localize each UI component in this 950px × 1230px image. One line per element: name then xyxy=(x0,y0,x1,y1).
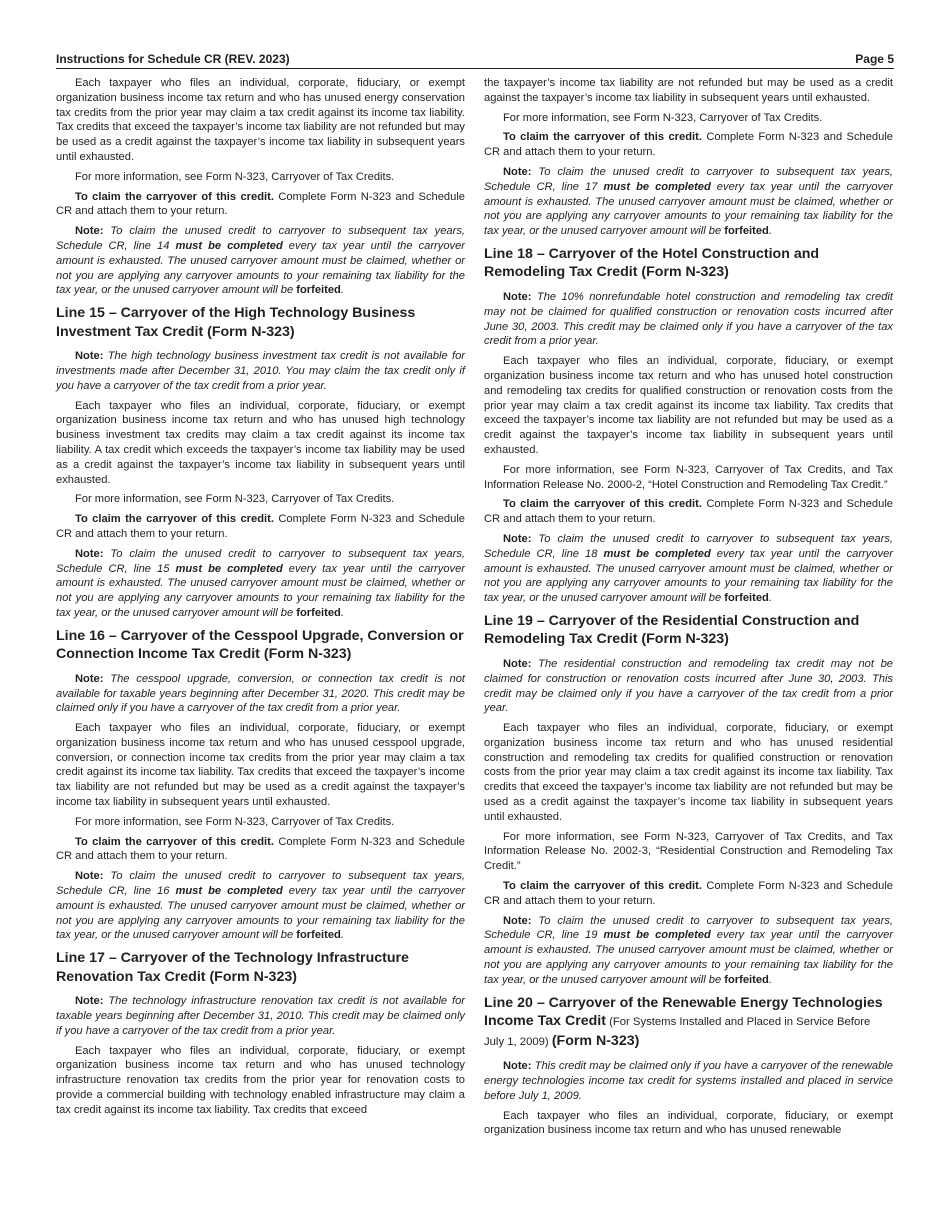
note-text: To claim the unused credit to carryover to subsequent tax years, Schedule CR, line 18 xyxy=(484,532,893,560)
document-title: Instructions for Schedule CR (REV. 2023) xyxy=(56,52,290,66)
note-text: every tax year until the carryover amount is exhausted. The unused carryover amount must be claimed, whether or not you are applying any carryover amounts to your remaining tax liability for the tax year, or the unused carryover amount will be xyxy=(56,239,465,297)
paragraph: For more information, see Form N-323, Carryover of Tax Credits. xyxy=(503,111,823,124)
note-paragraph xyxy=(484,914,893,988)
section-heading-line-15: Line 15 – Carryover of the High Technology Business Investment Tax Credit (Form N-323) xyxy=(56,305,416,340)
paragraph: Each taxpayer who files an individual, corporate, fiduciary, or exempt organization business income tax return and who has unused technology infrastructure renovation tax credits from the prior year for renovation costs to provide a commercial building with technology enabled infrastructure may claim a tax credit against its income tax liability. Tax credits that exceed xyxy=(56,1044,465,1116)
note-text: every tax year until the carryover amount is exhausted. The unused carryover amount must be claimed, whether or not you are applying any carryover amounts to your remaining tax liability for the tax year, or the unused carryover amount will be xyxy=(484,180,893,238)
note-text: To claim the unused credit to carryover to subsequent tax years, Schedule CR, line 15 xyxy=(56,547,465,575)
note-paragraph xyxy=(56,672,465,716)
note-text: To claim the unused credit to carryover to subsequent tax years, Schedule CR, line 19 xyxy=(484,914,893,942)
note-label: Note: xyxy=(503,657,532,670)
note-label: Note: xyxy=(75,547,104,560)
note-emphasis: forfeited xyxy=(296,284,341,297)
paragraph: For more information, see Form N-323, Carryover of Tax Credits, and Tax Information Release No. 2000-2, “Hotel Construction and Remodeling Tax Credit.” xyxy=(484,463,893,491)
claim-lead: To claim the carryover of this credit. xyxy=(503,131,702,144)
section-heading-line-18: Line 18 – Carryover of the Hotel Construction and Remodeling Tax Credit (Form N-323) xyxy=(484,245,820,281)
claim-paragraph xyxy=(484,130,893,160)
section-heading-line-20 xyxy=(484,994,893,1052)
note-paragraph xyxy=(484,657,893,716)
note-emphasis: forfeited xyxy=(724,973,769,986)
note-paragraph xyxy=(484,290,893,349)
paragraph: Each taxpayer who files an individual, corporate, fiduciary, or exempt organization business income tax return and who has unused renewable xyxy=(484,1109,893,1137)
paragraph: For more information, see Form N-323, Carryover of Tax Credits, and Tax Information Release No. 2002-3, “Residential Construction and Remodeling Tax Credit.” xyxy=(484,830,893,873)
claim-lead: To claim the carryover of this credit. xyxy=(503,498,702,511)
note-label: Note: xyxy=(75,995,104,1008)
note-emphasis: must be completed xyxy=(603,180,711,193)
note-emphasis: must be completed xyxy=(603,929,711,942)
note-text: This credit may be claimed only if you have a carryover of the renewable energy technologies income tax credit for systems installed and placed in service before July 1, 2009. xyxy=(484,1060,893,1102)
note-text: . xyxy=(768,225,772,238)
heading-text: Line 20 – Carryover of the Renewable Energy Technologies Income Tax Credit xyxy=(484,994,883,1030)
paragraph: For more information, see Form N-323, Carryover of Tax Credits. xyxy=(75,815,395,828)
claim-paragraph xyxy=(56,512,465,542)
note-text: To claim the unused credit to carryover to subsequent tax years, Schedule CR, line 17 xyxy=(484,165,893,193)
paragraph: Each taxpayer who files an individual, corporate, fiduciary, or exempt organization business income tax return and who has unused residential construction and remodeling tax credits for qualified construction or renovation costs from the prior year may claim a tax credit against its income tax liability. Tax credits that exceed the taxpayer’s income tax liability are not refunded but may be used as a credit against the taxpayer’s income tax liability in subsequent years until exhausted. xyxy=(484,722,893,823)
note-text: every tax year until the carryover amount is exhausted. The unused carryover amount must be claimed, whether or not you are applying any carryover amounts to your remaining tax liability for the tax year, or the unused carryover amount will be xyxy=(56,885,465,942)
note-text: To claim the unused credit to carryover to subsequent tax years, Schedule CR, line 16 xyxy=(56,870,465,898)
right-column xyxy=(484,76,893,1143)
note-text: every tax year until the carryover amount is exhausted. The unused carryover amount must be claimed, whether or not you are applying any carryover amounts to your remaining tax liability for the tax year, or the unused carryover amount will be xyxy=(484,547,893,605)
claim-lead: To claim the carryover of this credit. xyxy=(75,190,274,203)
claim-paragraph xyxy=(56,835,465,865)
note-paragraph xyxy=(56,349,465,393)
note-paragraph xyxy=(56,224,465,298)
heading-text: (Form N-323) xyxy=(551,1032,640,1049)
note-text: . xyxy=(340,929,344,942)
note-text: every tax year until the carryover amount is exhausted. The unused carryover amount must be claimed, whether or not you are applying any carryover amounts to your remaining tax liability for the tax year, or the unused carryover amount will be xyxy=(56,562,465,619)
claim-text: Complete Form N-323 and Schedule CR and attach them to your return. xyxy=(56,190,465,218)
paragraph-continued: the taxpayer’s income tax liability are not refunded but may be used as a credit against the taxpayer’s income tax liability in subsequent years until exhausted. xyxy=(484,77,893,104)
note-text: To claim the unused credit to carryover to subsequent tax years, Schedule CR, line 14 xyxy=(56,225,465,252)
page-number: Page 5 xyxy=(855,52,894,66)
claim-text: Complete Form N-323 and Schedule CR and attach them to your return. xyxy=(484,498,893,526)
paragraph: Each taxpayer who files an individual, corporate, fiduciary, or exempt organization business income tax return and who has unused energy conservation tax credits from the prior year may claim a tax credit against its income tax liability. Tax credits that exceed the taxpayer’s income tax liability are not refunded but may be used as a credit against the taxpayer’s income tax liability in subsequent years until exhausted. xyxy=(56,77,465,163)
note-label: Note: xyxy=(503,532,532,545)
note-label: Note: xyxy=(75,672,104,685)
claim-lead: To claim the carryover of this credit. xyxy=(503,880,702,893)
claim-lead: To claim the carryover of this credit. xyxy=(75,513,274,526)
note-text: The residential construction and remodeling tax credit may not be claimed for construction or renovation costs incurred after June 30, 2003. This credit may be claimed only if you have a carryover of the tax credit from a prior year. xyxy=(484,657,893,715)
note-emphasis: forfeited xyxy=(724,225,769,238)
note-text: . xyxy=(768,973,772,986)
note-paragraph xyxy=(56,869,465,943)
note-label: Note: xyxy=(75,225,104,238)
paragraph: Each taxpayer who files an individual, corporate, fiduciary, or exempt organization business income tax return and who has unused hotel construction and remodeling tax credits for qualified construction or renovation costs from the prior year may claim a tax credit against its income tax liability. Tax credits that exceed the taxpayer’s income tax liability are not refunded but may be used as a credit against the taxpayer’s income tax liability in subsequent years until exhausted. xyxy=(484,355,893,456)
note-emphasis: forfeited xyxy=(724,592,769,605)
note-paragraph xyxy=(484,1059,893,1103)
claim-text: Complete Form N-323 and Schedule CR and attach them to your return. xyxy=(56,513,465,540)
note-label: Note: xyxy=(503,290,532,303)
note-text: The cesspool upgrade, conversion, or connection tax credit is not available for taxable years beginning after December 31, 2020. This credit may be claimed only if you have a carryover of the tax credit from a prior year. xyxy=(56,672,465,715)
note-text: The 10% nonrefundable hotel construction and remodeling tax credit may not be claimed for qualified construction or renovation costs incurred after June 30, 2003. This credit may be claimed only if you have a carryover of the tax credit from a prior year. xyxy=(484,290,893,348)
claim-lead: To claim the carryover of this credit. xyxy=(75,835,274,848)
note-label: Note: xyxy=(75,870,104,883)
claim-text: Complete Form N-323 and Schedule CR and attach them to your return. xyxy=(484,131,893,159)
note-text: . xyxy=(340,284,344,297)
note-emphasis: must be completed xyxy=(175,239,283,252)
note-emphasis: must be completed xyxy=(175,562,283,575)
paragraph: Each taxpayer who files an individual, corporate, fiduciary, or exempt organization business income tax return and who has unused cesspool upgrade, conversion, or connection income tax credits from the prior year may claim a tax credit against its income tax liability. Tax credits that exceed the taxpayer’s income tax liability are not refunded but may be used as a credit against the taxpayer’s income tax liability in subsequent years until exhausted. xyxy=(56,722,465,809)
note-emphasis: must be completed xyxy=(603,547,711,560)
note-emphasis: forfeited xyxy=(296,606,341,619)
heading-subtext: (For Systems Installed and Placed in Service Before July 1, 2009) xyxy=(484,1016,871,1048)
note-text: The high technology business investment tax credit is not available for investments made after December 31, 2010. You may claim the tax credit only if you have a carryover of the tax credit from a prior year. xyxy=(56,350,465,392)
note-text: every tax year until the carryover amount is exhausted. The unused carryover amount must be claimed, whether or not you are applying any carryover amounts to your remaining tax liability for the tax year, or the unused carryover amount will be xyxy=(484,929,893,986)
paragraph: For more information, see Form N-323, Carryover of Tax Credits. xyxy=(75,493,395,506)
section-heading-line-16: Line 16 – Carryover of the Cesspool Upgrade, Conversion or Connection Income Tax Credit (Form N-323) xyxy=(56,627,464,663)
paragraph: Each taxpayer who files an individual, corporate, fiduciary, or exempt organization business income tax return and who has unused high technology business investment tax credits may claim a tax credit against its income tax liability. A tax credit which exceeds the taxpayer’s income tax liability may be used as a credit against the taxpayer’s income tax liability in subsequent years until exhausted. xyxy=(56,399,465,486)
note-label: Note: xyxy=(503,1060,532,1073)
claim-text: Complete Form N-323 and Schedule CR and attach them to your return. xyxy=(484,880,893,907)
note-label: Note: xyxy=(503,165,532,178)
section-heading-line-17: Line 17 – Carryover of the Technology Infrastructure Renovation Tax Credit (Form N-323) xyxy=(56,950,409,985)
note-text: . xyxy=(768,592,772,605)
paragraph: For more information, see Form N-323, Carryover of Tax Credits. xyxy=(75,170,395,183)
claim-paragraph xyxy=(56,190,465,220)
note-emphasis: forfeited xyxy=(296,929,341,942)
note-paragraph xyxy=(56,994,465,1038)
note-text: . xyxy=(340,606,344,619)
note-emphasis: must be completed xyxy=(175,885,283,898)
note-text: The technology infrastructure renovation tax credit is not available for taxable years beginning after December 31, 2010. This credit may be claimed only if you have a carryover of the tax credit from a prior year. xyxy=(56,995,465,1037)
claim-text: Complete Form N-323 and Schedule CR and attach them to your return. xyxy=(56,835,465,863)
note-label: Note: xyxy=(503,914,532,927)
note-paragraph xyxy=(484,532,893,606)
page-header xyxy=(56,52,894,69)
left-column xyxy=(56,76,465,1123)
claim-paragraph xyxy=(484,879,893,909)
note-paragraph xyxy=(484,165,893,239)
note-paragraph xyxy=(56,547,465,621)
section-heading-line-19: Line 19 – Carryover of the Residential Construction and Remodeling Tax Credit (Form N-323) xyxy=(484,612,860,648)
note-label: Note: xyxy=(75,350,104,363)
claim-paragraph xyxy=(484,497,893,527)
